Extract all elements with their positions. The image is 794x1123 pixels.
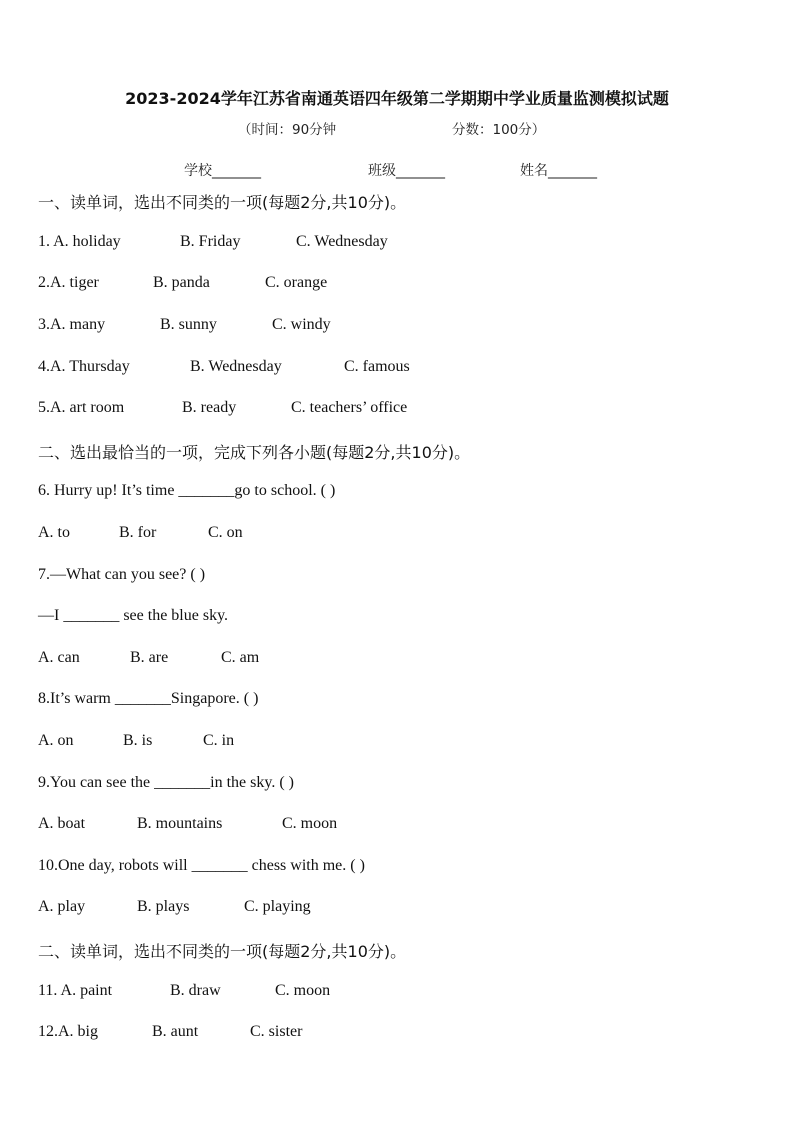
q9-option-b[interactable]: B. mountains [137, 815, 223, 832]
q6-option-b[interactable]: B. for [119, 524, 157, 541]
q8-option-c[interactable]: C. in [203, 732, 235, 749]
total-score: 分数：100分） [452, 122, 546, 138]
q9-option-c[interactable]: C. moon [282, 815, 338, 832]
q10-option-b[interactable]: B. plays [137, 898, 190, 915]
q9-stem: 9.You can see the _______in the sky. ( ) [38, 774, 294, 791]
q6-stem: 6. Hurry up! It’s time _______go to school. ( ) [38, 482, 336, 499]
q3-option-a[interactable]: 3.A. many [38, 316, 106, 333]
q1-option-a[interactable]: 1. A. holiday [38, 233, 121, 250]
q4-option-c[interactable]: C. famous [344, 358, 410, 375]
q3-option-c[interactable]: C. windy [272, 316, 331, 333]
q5-option-c[interactable]: C. teachers’ office [291, 399, 408, 416]
section-heading-3: 二、读单词，选出不同类的一项(每题2分,共10分)。 [38, 942, 407, 961]
section-heading-1: 一、读单词，选出不同类的一项(每题2分,共10分)。 [38, 193, 407, 212]
class-field[interactable]: 班级_______ [368, 163, 445, 179]
school-field[interactable]: 学校_______ [184, 163, 261, 179]
q7-stem: 7.—What can you see? ( ) [38, 566, 206, 583]
q4-option-b[interactable]: B. Wednesday [190, 358, 282, 375]
q11-option-a[interactable]: 11. A. paint [38, 982, 113, 999]
q4-option-a[interactable]: 4.A. Thursday [38, 358, 130, 375]
q11-option-c[interactable]: C. moon [275, 982, 331, 999]
q5-option-b[interactable]: B. ready [182, 399, 237, 416]
q6-option-c[interactable]: C. on [208, 524, 243, 541]
q2-option-c[interactable]: C. orange [265, 274, 328, 291]
q7-option-a[interactable]: A. can [38, 649, 80, 666]
time-limit: （时间：90分钟 [238, 122, 337, 138]
q7-option-c[interactable]: C. am [221, 649, 260, 666]
q1-option-b[interactable]: B. Friday [180, 233, 241, 250]
q12-option-a[interactable]: 12.A. big [38, 1023, 98, 1040]
q2-option-b[interactable]: B. panda [153, 274, 210, 291]
q8-stem: 8.It’s warm _______Singapore. ( ) [38, 690, 259, 707]
q12-option-c[interactable]: C. sister [250, 1023, 303, 1040]
q7-option-b[interactable]: B. are [130, 649, 169, 666]
q6-option-a[interactable]: A. to [38, 524, 70, 541]
q2-option-a[interactable]: 2.A. tiger [38, 274, 99, 291]
q1-option-c[interactable]: C. Wednesday [296, 233, 388, 250]
q12-option-b[interactable]: B. aunt [152, 1023, 199, 1040]
q11-option-b[interactable]: B. draw [170, 982, 221, 999]
name-field[interactable]: 姓名_______ [520, 163, 597, 179]
q5-option-a[interactable]: 5.A. art room [38, 399, 125, 416]
exam-title: 2023-2024学年江苏省南通英语四年级第二学期期中学业质量监测模拟试题 [125, 89, 669, 108]
q8-option-b[interactable]: B. is [123, 732, 153, 749]
q8-option-a[interactable]: A. on [38, 732, 74, 749]
q10-stem: 10.One day, robots will _______ chess with me. ( ) [38, 857, 365, 874]
q3-option-b[interactable]: B. sunny [160, 316, 217, 333]
q7-stem-answer: —I _______ see the blue sky. [38, 607, 229, 624]
q10-option-c[interactable]: C. playing [244, 898, 311, 915]
q10-option-a[interactable]: A. play [38, 898, 86, 915]
q9-option-a[interactable]: A. boat [38, 815, 86, 832]
section-heading-2: 二、选出最恰当的一项，完成下列各小题(每题2分,共10分)。 [38, 443, 471, 462]
